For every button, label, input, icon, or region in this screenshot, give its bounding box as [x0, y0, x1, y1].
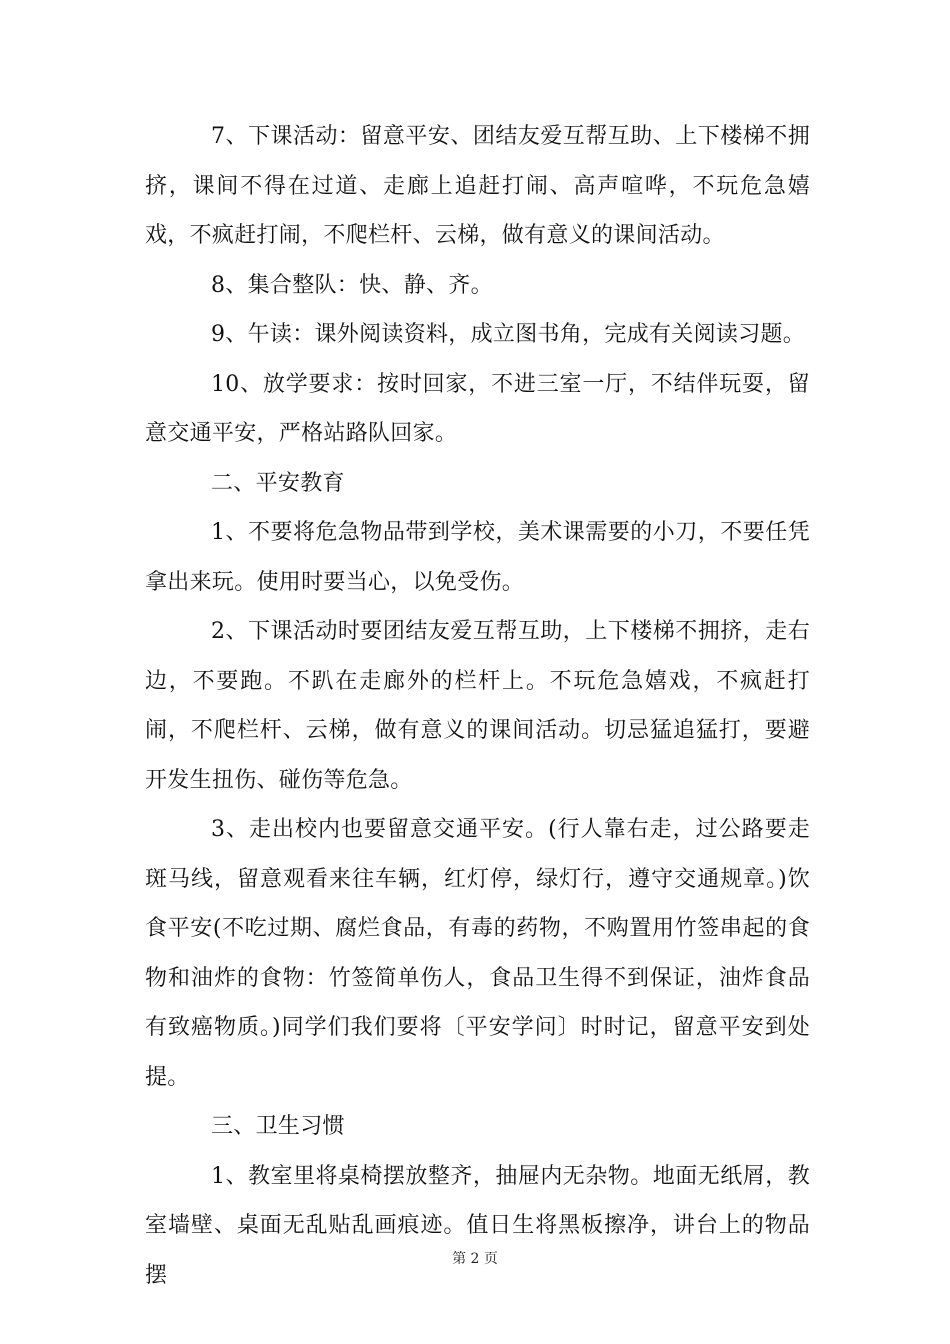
document-body — [145, 112, 810, 1300]
paragraph-item-7: 7、下课活动：留意平安、团结友爱互帮互助、上下楼梯不拥挤，课间不得在过道、走廊上追赶打闹、高声喧哗，不玩危急嬉戏，不疯赶打闹，不爬栏杆、云梯，做有意义的课间活动。 — [145, 124, 810, 248]
paragraph-hygiene-1: 1、教室里将桌椅摆放整齐，抽屉内无杂物。地面无纸屑，教室墙壁、桌面无乱贴乱画痕迹。值日生将黑板擦净，讲台上的物品摆 — [145, 1163, 810, 1288]
paragraph-safety-3: 3、走出校内也要留意交通平安。(行人靠右走，过公路要走斑马线，留意观看来往车辆，红灯停，绿灯行，遵守交通规章。)饮食平安(不吃过期、腐烂食品，有毒的药物，不购置用竹签串起的食物和油炸的食物：竹签简单伤人，食品卫生得不到保证，油炸食品有致癌物质。)同学们我们要将〔平安学问〕时时记，留意平安到处提。 — [145, 817, 810, 1090]
paragraph-item-8: 8、集合整队：快、静、齐。 — [211, 272, 493, 298]
paragraph-safety-1: 1、不要将危急物品带到学校，美术课需要的小刀，不要任凭拿出来玩。使用时要当心，以免受伤。 — [145, 520, 810, 595]
page-number: 第 2 页 — [452, 1251, 498, 1267]
section-heading-hygiene-habits: 三、卫生习惯 — [211, 1114, 345, 1139]
paragraph-safety-2: 2、下课活动时要团结友爱互帮互助，上下楼梯不拥挤，走右边，不要跑。不趴在走廊外的栏杆上。不玩危急嬉戏，不疯赶打闹，不爬栏杆、云梯，做有意义的课间活动。切忌猛追猛打，要避开发生扭伤、碰伤等危急。 — [145, 619, 810, 793]
paragraph-item-10: 10、放学要求：按时回家，不进三室一厅，不结伴玩耍，留意交通平安，严格站路队回家。 — [145, 371, 810, 446]
section-heading-safety-education: 二、平安教育 — [211, 470, 345, 496]
paragraph-item-9: 9、午读：课外阅读资料，成立图书角，完成有关阅读习题。 — [211, 322, 806, 347]
